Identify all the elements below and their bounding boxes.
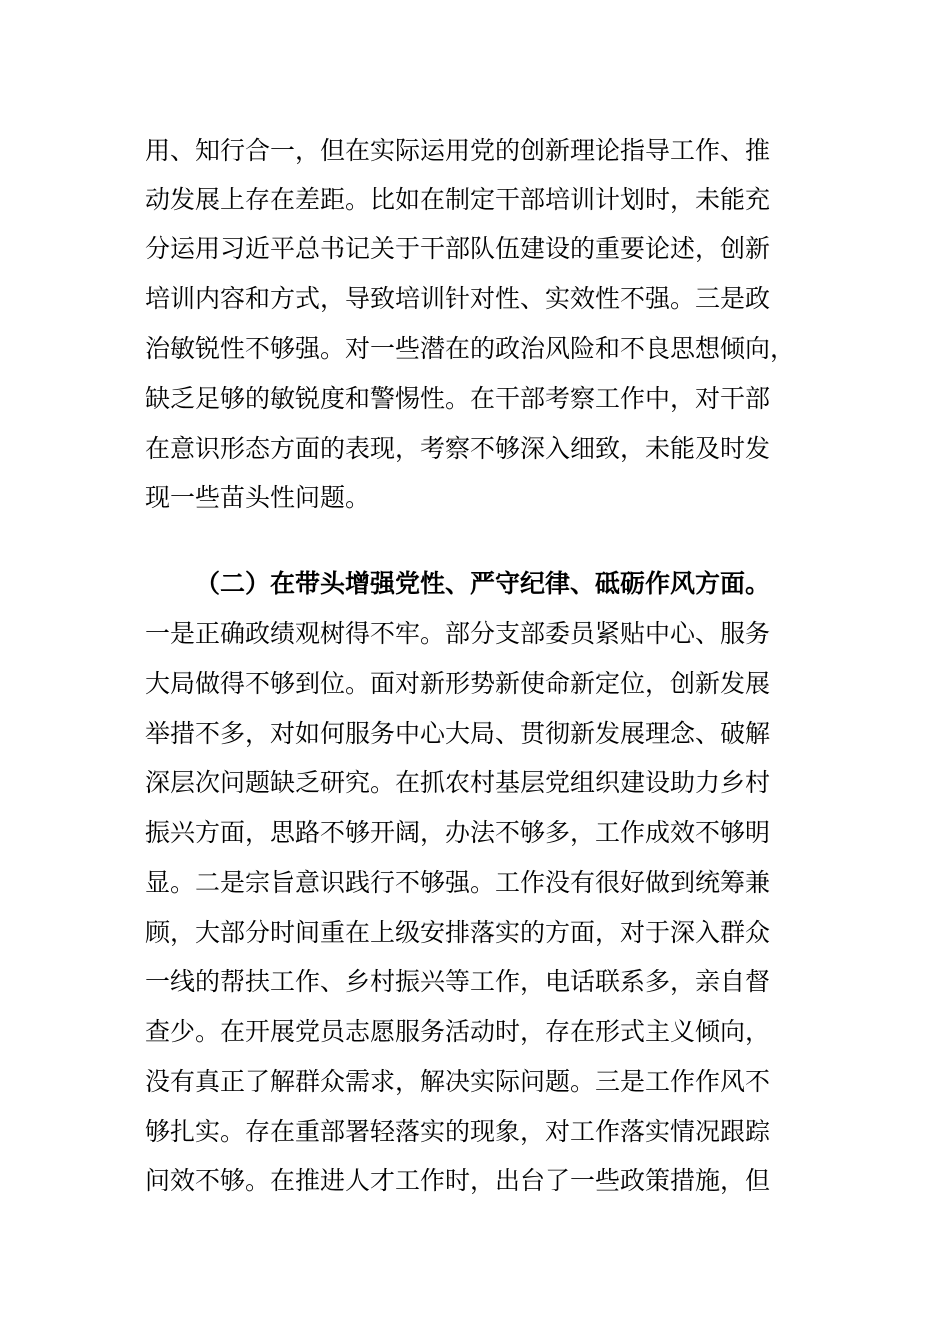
paragraph-line: 在意识形态方面的表现，考察不够深入细致，未能及时发: [145, 434, 771, 463]
paragraph-line: 大局做得不够到位。面对新形势新使命新定位，创新发展: [145, 669, 771, 698]
paragraph-line: 一是正确政绩观树得不牢。部分支部委员紧贴中心、服务: [145, 619, 771, 648]
paragraph-line: 培训内容和方式，导致培训针对性、实效性不强。三是政: [145, 284, 771, 313]
paragraph-line: 动发展上存在差距。比如在制定干部培训计划时，未能充: [145, 185, 771, 214]
paragraph-line: 举措不多，对如何服务中心大局、贯彻新发展理念、破解: [145, 719, 771, 748]
paragraph-line: 够扎实。存在重部署轻落实的现象，对工作落实情况跟踪: [145, 1117, 771, 1146]
paragraph-line: 一线的帮扶工作、乡村振兴等工作，电话联系多，亲自督: [145, 967, 771, 996]
paragraph-line: 缺乏足够的敏锐度和警惕性。在干部考察工作中，对干部: [145, 384, 771, 413]
paragraph-line: 顾，大部分时间重在上级安排落实的方面，对于深入群众: [145, 918, 771, 947]
paragraph-line: 振兴方面，思路不够开阔，办法不够多，工作成效不够明: [145, 818, 771, 847]
paragraph-line: 现一些苗头性问题。: [145, 483, 371, 512]
paragraph-line: 显。二是宗旨意识践行不够强。工作没有很好做到统筹兼: [145, 868, 771, 897]
paragraph-line: 查少。在开展党员志愿服务活动时，存在形式主义倾向，: [145, 1017, 771, 1046]
paragraph-line: 分运用习近平总书记关于干部队伍建设的重要论述，创新: [145, 234, 771, 263]
section-heading: （二）在带头增强党性、严守纪律、砥砺作风方面。: [195, 569, 771, 598]
paragraph-line: 治敏锐性不够强。对一些潜在的政治风险和不良思想倾向，: [145, 334, 796, 363]
paragraph-line: 没有真正了解群众需求，解决实际问题。三是工作作风不: [145, 1067, 771, 1096]
paragraph-line: 深层次问题缺乏研究。在抓农村基层党组织建设助力乡村: [145, 768, 771, 797]
paragraph-line: 问效不够。在推进人才工作时，出台了一些政策措施，但: [145, 1166, 771, 1195]
paragraph-line: 用、知行合一，但在实际运用党的创新理论指导工作、推: [145, 136, 771, 165]
